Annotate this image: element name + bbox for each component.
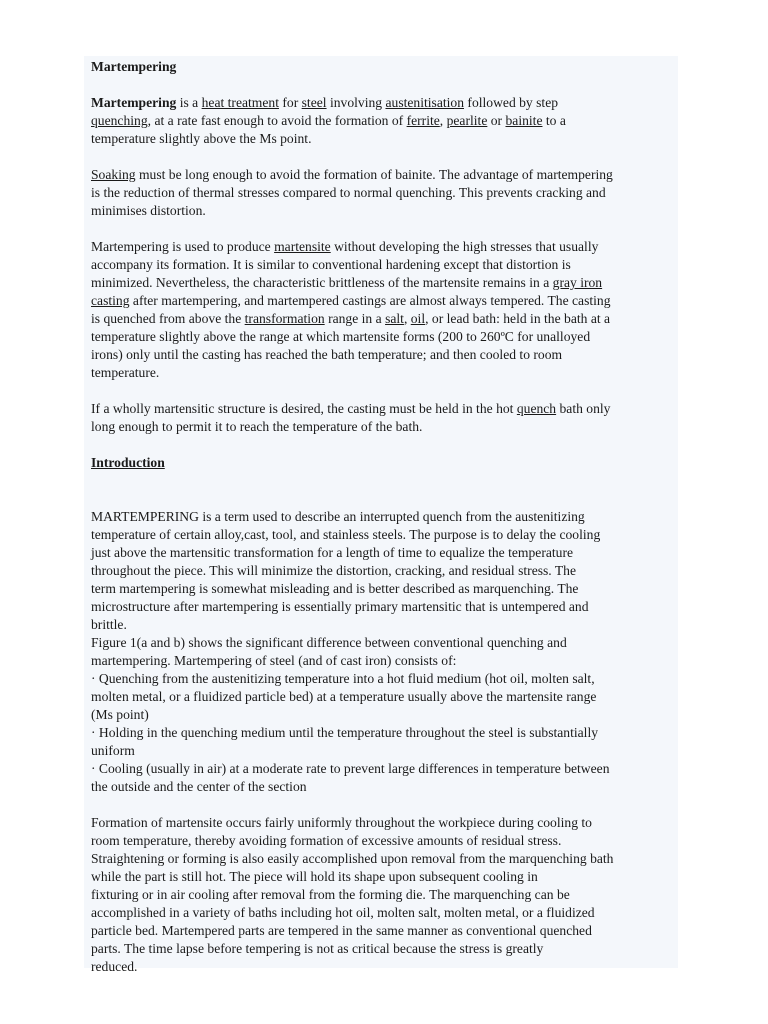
paragraph-6-line-3: Straightening or forming is also easily accomplished upon removal from the marquenching bath <box>91 851 614 866</box>
text-run: to a <box>542 113 566 128</box>
paragraph-6-line-4: while the part is still hot. The piece will hold its shape upon subsequent cooling in <box>91 869 538 884</box>
paragraph-1-line-2 <box>91 112 675 130</box>
link-oil[interactable]: oil <box>410 311 426 326</box>
link-austenitisation[interactable]: austenitisation <box>385 95 465 110</box>
introduction-heading-text[interactable]: Introduction <box>91 455 165 470</box>
paragraph-5-line-6: microstructure after martempering is essentially primary martensitic that is untempered and <box>91 599 589 614</box>
text-run: is a <box>176 95 202 110</box>
paragraph-6-line-8: parts. The time lapse before tempering is not as critical because the stress is greatly <box>91 941 544 956</box>
paragraph-6-line-5: fixturing or in air cooling after removal from the forming die. The marquenching can be <box>91 887 570 902</box>
link-martensite[interactable]: martensite <box>274 239 331 254</box>
link-quench[interactable]: quench <box>516 401 557 416</box>
paragraph-5-line-4: throughout the piece. This will minimize the distortion, cracking, and residual stress. The <box>91 563 576 578</box>
paragraph-3-line-8: temperature. <box>91 365 160 380</box>
bullet-item-3-line-2: the outside and the center of the section <box>91 779 307 794</box>
text-run: If a wholly martensitic structure is desired, the casting must be held in the hot <box>91 401 517 416</box>
paragraph-3-line-1 <box>91 238 675 256</box>
link-quenching[interactable]: quenching <box>91 113 148 128</box>
paragraph-4-line-2: long enough to permit it to reach the temperature of the bath. <box>91 419 423 434</box>
paragraph-1-line-1 <box>91 94 675 112</box>
paragraph-5-line-8: Figure 1(a and b) shows the significant difference between conventional quenching and <box>91 635 567 650</box>
link-heat-treatment[interactable]: heat treatment <box>201 95 279 110</box>
paragraph-3-line-7: irons) only until the casting has reached the bath temperature; and then cooled to room <box>91 347 563 362</box>
link-casting[interactable]: casting <box>91 293 130 308</box>
document-body <box>91 56 675 976</box>
bullet-item-3-line-1: · Cooling (usually in air) at a moderate rate to prevent large differences in temperature between <box>91 761 610 776</box>
text-run: Martempering is used to produce <box>91 239 275 254</box>
text-run: must be long enough to avoid the formation of bainite. The advantage of martempering <box>135 167 613 182</box>
paragraph-5-line-3: just above the martensitic transformation for a length of time to equalize the temperature <box>91 545 574 560</box>
link-gray-iron[interactable]: gray iron <box>552 275 603 290</box>
paragraph-5-line-9: martempering. Martempering of steel (and of cast iron) consists of: <box>91 653 457 668</box>
bullet-item-1-line-2: molten metal, or a fluidized particle bed) at a temperature usually above the martensite range <box>91 689 597 704</box>
paragraph-2-line-3: minimises distortion. <box>91 203 206 218</box>
paragraph-5-line-1: MARTEMPERING is a term used to describe an interrupted quench from the austenitizing <box>91 509 585 524</box>
text-run: after martempering, and martempered castings are almost always tempered. The casting <box>129 293 611 308</box>
text-run: bath only <box>556 401 611 416</box>
text-run: , at a rate fast enough to avoid the formation of <box>147 113 407 128</box>
text-run: , or lead bath: held in the bath at a <box>425 311 611 326</box>
text-run: for <box>278 95 302 110</box>
paragraph-5-line-7: brittle. <box>91 617 127 632</box>
text-run: , <box>439 113 447 128</box>
paragraph-3-line-2: accompany its formation. It is similar to conventional hardening except that distortion is <box>91 257 571 272</box>
paragraph-6-line-7: particle bed. Martempered parts are tempered in the same manner as conventional quenched <box>91 923 592 938</box>
paragraph-2-line-2: is the reduction of thermal stresses compared to normal quenching. This prevents cracking and <box>91 185 606 200</box>
link-pearlite[interactable]: pearlite <box>446 113 488 128</box>
paragraph-5-line-5: term martempering is somewhat misleading and is better described as marquenching. The <box>91 581 579 596</box>
bullet-item-2-line-1: · Holding in the quenching medium until the temperature throughout the steel is substantially <box>91 725 599 740</box>
text-run: , <box>403 311 411 326</box>
paragraph-3-line-4 <box>91 292 675 310</box>
link-steel[interactable]: steel <box>301 95 327 110</box>
paragraph-5-line-2: temperature of certain alloy,cast, tool, and stainless steels. The purpose is to delay the cooling <box>91 527 601 542</box>
text-run: or <box>487 113 506 128</box>
text-run: is quenched from above the <box>91 311 245 326</box>
document-page <box>84 56 678 974</box>
paragraph-3-line-5 <box>91 310 675 328</box>
bullet-item-2-line-2: uniform <box>91 743 135 758</box>
text-run: minimized. Nevertheless, the characteristic brittleness of the martensite remains in a <box>91 275 553 290</box>
paragraph-2-line-1 <box>91 166 675 184</box>
paragraph-6-line-9: reduced. <box>91 959 138 974</box>
paragraph-6-line-1: Formation of martensite occurs fairly uniformly throughout the workpiece during cooling to <box>91 815 592 830</box>
link-ferrite[interactable]: ferrite <box>406 113 440 128</box>
link-transformation[interactable]: transformation <box>244 311 325 326</box>
link-soaking[interactable]: Soaking <box>91 167 136 182</box>
link-salt[interactable]: salt <box>385 311 404 326</box>
text-run: range in a <box>324 311 386 326</box>
text-run: without developing the high stresses that usually <box>330 239 599 254</box>
document-title: Martempering <box>91 59 177 74</box>
paragraph-6-line-2: room temperature, thereby avoiding formation of excessive amounts of residual stress. <box>91 833 562 848</box>
paragraph-6-line-6: accomplished in a variety of baths including hot oil, molten salt, molten metal, or a fluidized <box>91 905 595 920</box>
term-martempering: Martempering <box>91 95 177 110</box>
link-bainite[interactable]: bainite <box>505 113 543 128</box>
introduction-heading <box>91 454 675 472</box>
paragraph-1-line-3: temperature slightly above the Ms point. <box>91 131 312 146</box>
paragraph-3-line-3 <box>91 274 675 292</box>
paragraph-3-line-6: temperature slightly above the range at which martensite forms (200 to 260ºC for unalloyed <box>91 329 591 344</box>
text-run: involving <box>326 95 386 110</box>
bullet-item-1-line-1: · Quenching from the austenitizing temperature into a hot fluid medium (hot oil, molten salt, <box>91 671 595 686</box>
bullet-item-1-line-3: (Ms point) <box>91 707 149 722</box>
text-run: followed by step <box>464 95 559 110</box>
paragraph-4-line-1 <box>91 400 675 418</box>
